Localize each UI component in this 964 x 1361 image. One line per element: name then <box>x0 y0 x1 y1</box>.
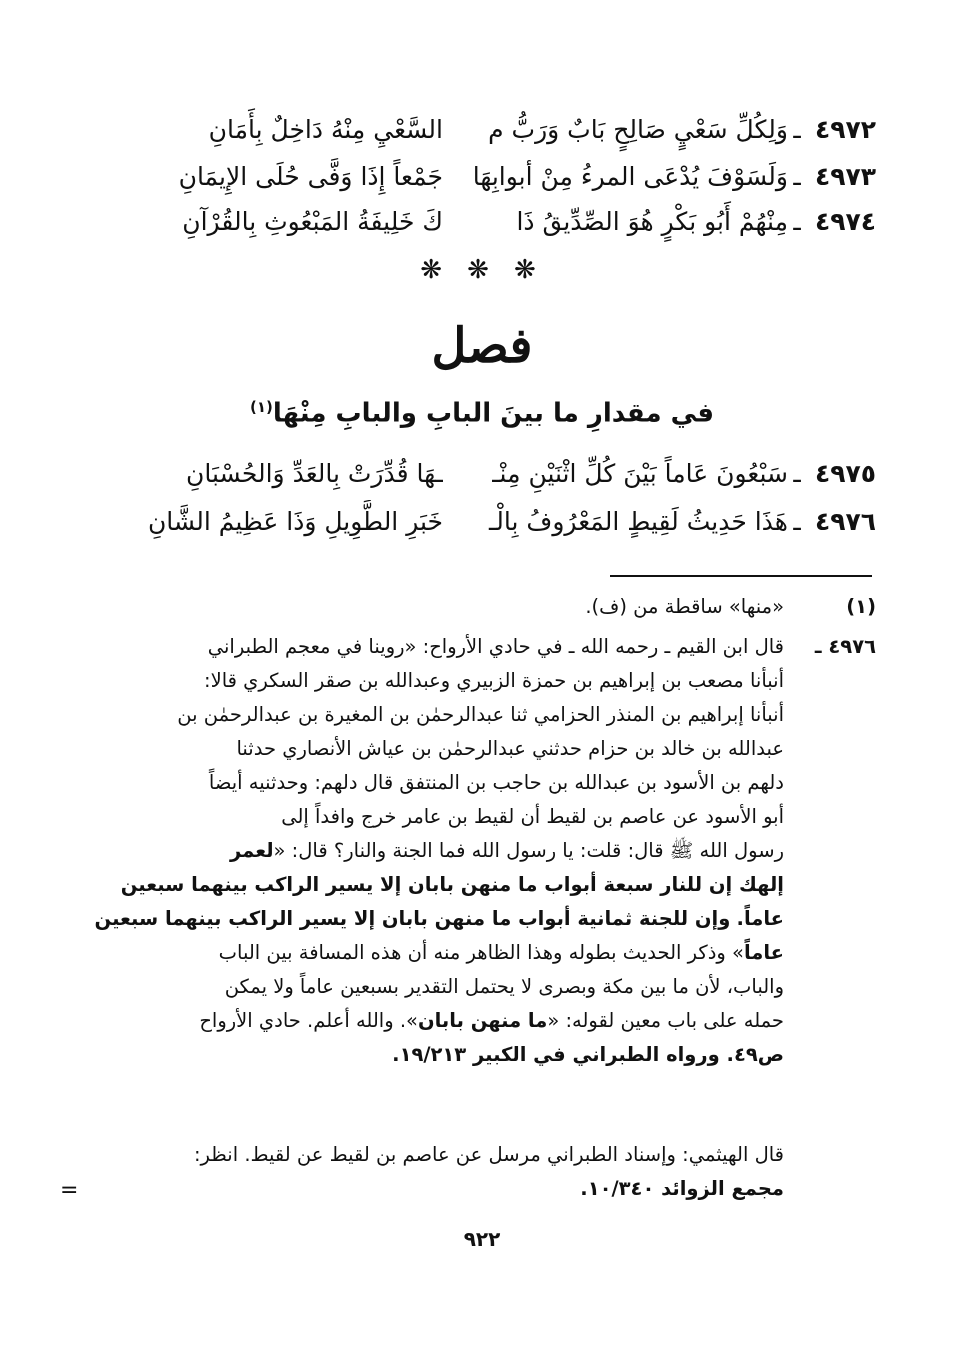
verse-4974 <box>86 200 876 244</box>
page-number: ٩٢٢ <box>463 1227 501 1251</box>
verse-first-hemistich: وَلَسَوْفَ يُدْعَى المرءُ مِنْ أبوابِهَا <box>472 162 788 191</box>
verse-second-hemistich: خَبَرِ الطَّوِيلِ وَذَا عَظِيمُ الشَّانِ <box>147 507 443 536</box>
commentary-4976 <box>86 630 876 1072</box>
verse-second-hemistich: السَّعْيِ مِنْهُ دَاخِلٌ بِأَمَانِ <box>208 115 443 144</box>
hadith-quote: عاماً <box>743 941 784 964</box>
verse-first-hemistich: مِنْهُمْ أَبُو بَكْرٍ هُوَ الصِّدِّيقُ ذَا <box>516 207 788 236</box>
commentary-line: عبدالله بن خالد بن حزام حدثني عبدالرحمٰن بن عياش الأنصاري حدثنا <box>236 737 784 760</box>
footnote-1 <box>86 590 876 624</box>
verse-dash: ـ <box>793 207 801 236</box>
commentary-number: ٤٩٧٦ ـ <box>814 635 876 658</box>
verse-number: ٤٩٧٢ <box>814 115 876 144</box>
verse-number: ٤٩٧٤ <box>814 207 876 236</box>
verse-dash: ـ <box>793 459 801 488</box>
commentary-line <box>86 936 784 970</box>
commentary-line: والباب، لأن ما بين مكة وبصرى لا يحتمل التقدير بسبعين عاماً ولا يمكن <box>224 975 784 998</box>
commentary-line <box>86 902 784 936</box>
hadith-quote: وإن للجنة ثمانية أبواب ما منهن بابان إلا يسير الراكب بينهما سبعين <box>94 907 731 930</box>
commentary-line: قال الهيثمي: وإسناد الطبراني مرسل عن عاصم بن لقيط عن لقيط. انظر: <box>193 1143 784 1166</box>
hadith-quote: ما منهن بابان <box>417 1009 548 1032</box>
verse-dash: ـ <box>793 507 801 536</box>
commentary-line: أبو الأسود عن عاصم بن لقيط أن لقيط بن عامر خرج وافداً إلى <box>281 805 784 828</box>
hadith-quote: لعمر <box>229 839 274 862</box>
commentary-line: أنبأنا مصعب بن إبراهيم بن حمزة الزبيري وعبدالله بن صقر السكري قالا: <box>204 669 784 692</box>
verse-first-hemistich: وَلِكُلِّ سَعْيٍ صَالِحٍ بَابٌ وَرَبُّ م <box>488 115 788 144</box>
verse-4976 <box>86 500 876 544</box>
verse-second-hemistich: ـهَا قُدِّرَتْ بِالعَدِّ وَالحُسْبَانِ <box>186 459 443 488</box>
commentary-text: ». والله أعلم. حادي الأرواح <box>199 1009 418 1032</box>
verse-dash: ـ <box>793 162 801 191</box>
verse-number: ٤٩٧٣ <box>814 162 876 191</box>
footnote-separator <box>610 575 872 577</box>
subtitle-text: في مقدارِ ما بينَ البابِ والبابِ مِنْهَا <box>272 398 714 429</box>
verse-second-hemistich: كَ خَلِيفَةُ المَبْعُوثِ بِالقُرْآنِ <box>182 207 443 236</box>
verse-dash: ـ <box>793 115 801 144</box>
commentary-text: رسول الله ﷺ قال: قلت: يا رسول الله فما الجنة والنار؟ قال: « <box>273 839 784 862</box>
commentary-line <box>86 868 784 902</box>
commentary-text: حمله على باب معين لقوله: « <box>547 1009 784 1032</box>
verse-number: ٤٩٧٦ <box>814 507 876 536</box>
footnote-number: (١) <box>846 595 876 618</box>
section-subtitle <box>0 398 964 429</box>
commentary-line: قال ابن القيم ـ رحمه الله ـ في حادي الأرواح: «روينا في معجم الطبراني <box>207 635 784 658</box>
verse-first-hemistich: هَذَا حَدِيثُ لَقِيطٍ المَعْرُوفُ بِالْـ <box>488 507 788 536</box>
verse-4972 <box>86 108 876 152</box>
hadith-quote: إلهك إن للنار سبعة أبواب ما منهن بابان إلا يسير الراكب بينهما سبعين <box>120 873 784 896</box>
footnote-reference: (١) <box>249 398 273 416</box>
verse-4975 <box>86 452 876 496</box>
hadith-quote: عاماً. <box>736 907 784 930</box>
commentary-haythami <box>86 1138 876 1206</box>
commentary-line <box>86 1004 784 1038</box>
footnote-text: «منها» ساقطة من (ف). <box>585 595 784 618</box>
commentary-line: أنبأنا إبراهيم بن المنذر الحزامي ثنا عبدالرحمٰن بن المغيرة بن عبدالرحمٰن بن <box>177 703 784 726</box>
section-heading: فصل <box>431 318 533 374</box>
verse-number: ٤٩٧٥ <box>814 459 876 488</box>
verse-4973 <box>86 155 876 199</box>
commentary-line: دلهم بن الأسود بن عبدالله بن حاجب بن المنتفق قال دلهم: وحدثنيه أيضاً <box>208 771 784 794</box>
commentary-text: » وذكر الحديث بطوله وهذا الظاهر منه أن هذه المسافة بين الباب <box>218 941 744 964</box>
commentary-line: مجمع الزوائد ١٠/٣٤٠. <box>580 1177 784 1200</box>
commentary-line: ص٤٩. ورواه الطبراني في الكبير ١٩/٢١٣. <box>392 1043 784 1066</box>
verse-second-hemistich: جَمْعاً إِذَا وَفَّى حُلَى الإِيمَانِ <box>178 162 443 191</box>
verse-first-hemistich: سَبْعُونَ عَاماً بَيْنَ كُلِّ اثْنَيْنِ مِنْـ <box>492 459 788 488</box>
continuation-mark: = <box>60 1178 79 1203</box>
section-divider-stars: ❋ ❋ ❋ <box>420 255 544 285</box>
commentary-line <box>86 834 784 868</box>
